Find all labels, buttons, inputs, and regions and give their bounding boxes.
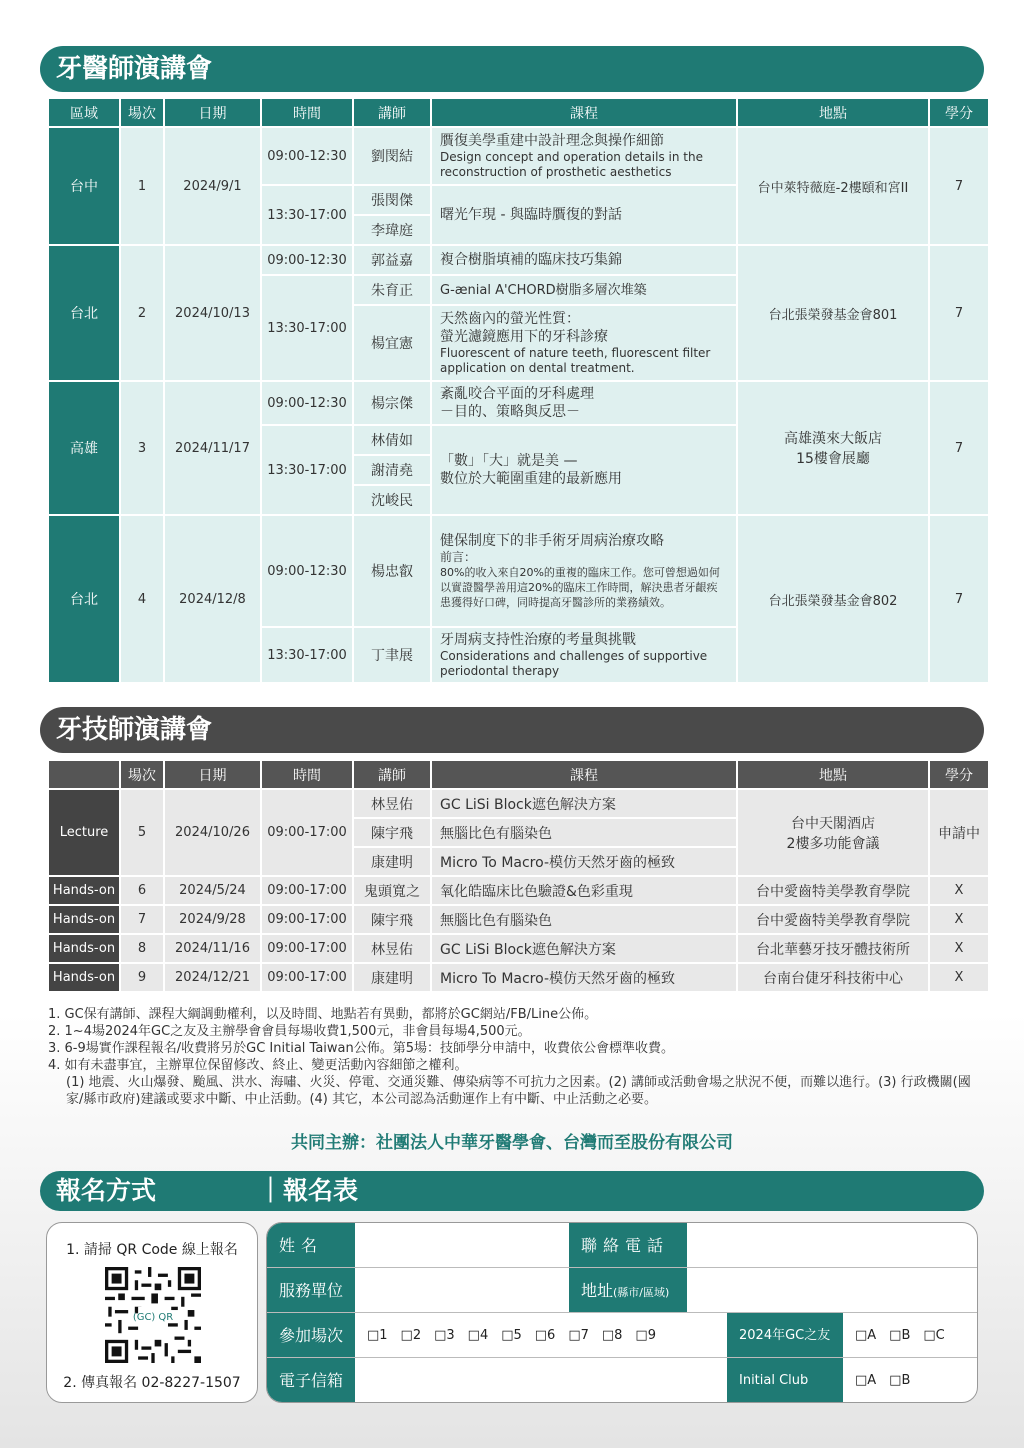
- credit: X: [930, 906, 988, 933]
- course-title: 曙光乍現 - 與臨時贋復的對話: [440, 207, 622, 223]
- course: Micro To Macro-模仿天然牙齒的極致: [432, 964, 736, 991]
- table-row: [49, 246, 988, 274]
- course: [432, 516, 736, 626]
- header-date: 日期: [165, 99, 260, 126]
- course: Micro To Macro-模仿天然牙齒的極致: [432, 848, 736, 875]
- header-date: 日期: [165, 761, 260, 788]
- venue: 台南台倢牙科技術中心: [738, 964, 928, 991]
- dentist-section-banner: [40, 46, 984, 92]
- unit-label: 服務單位: [267, 1268, 355, 1312]
- course: 氧化皓臨床比色驗證&色彩重現: [432, 877, 736, 904]
- address-field[interactable]: [689, 1268, 978, 1312]
- speaker: 林倩如: [354, 426, 430, 454]
- note-4-detail: (1) 地震、火山爆發、颱風、洪水、海嘯、火災、停電、交通災難、傳染病等不可抗力之因素。(2) 講師或活動會場之狀況不便，而難以進行。(3) 行政機關(國家/縣市政府)建議或要求中斷、中止活動。(4) 其它，本公司認為活動運作上有中斷、中止活動之必要。: [66, 1075, 971, 1107]
- speaker: 楊宗傑: [354, 382, 430, 424]
- speaker: 康建明: [354, 964, 430, 991]
- initial-club-checkboxes[interactable]: □A □B: [855, 1373, 911, 1388]
- course: GC LiSi Block遮色解決方案: [432, 790, 736, 817]
- session-date: 2024/10/26: [165, 790, 260, 875]
- header-type: [49, 761, 119, 788]
- course-title: 贋復美學重建中設計理念與操作細節: [440, 133, 664, 149]
- session-time: 13:30-17:00: [262, 186, 352, 244]
- co-host-line: 共同主辦：社團法人中華牙醫學會、台灣而至股份有限公司: [291, 1133, 733, 1153]
- course-title: 複合樹脂填補的臨床技巧集錦: [440, 252, 622, 268]
- session-time: 09:00-17:00: [262, 935, 352, 962]
- session-time: 09:00-17:00: [262, 790, 352, 875]
- speaker: 林昱佑: [354, 935, 430, 962]
- venue-line: 2樓多功能會議: [786, 835, 880, 852]
- note-2: 2. 1~4場2024年GC之友及主辦學會會員每場收費1,500元，非會員每場4,500元。: [48, 1024, 531, 1039]
- session-date: 2024/5/24: [165, 877, 260, 904]
- region-cell: 高雄: [49, 382, 119, 514]
- qr-code-icon[interactable]: [105, 1267, 201, 1363]
- session-time: 13:30-17:00: [262, 426, 352, 514]
- address-label-text: 地址: [581, 1281, 614, 1300]
- header-region: 區域: [49, 99, 119, 126]
- course: 無腦比色有腦染色: [432, 819, 736, 846]
- session-no: 9: [121, 964, 163, 991]
- session-date: 2024/9/1: [165, 128, 260, 244]
- region-cell: 台北: [49, 516, 119, 682]
- dentist-schedule-table: [47, 97, 990, 684]
- speaker: 丁聿展: [354, 628, 430, 682]
- session-time: 09:00-17:00: [262, 877, 352, 904]
- course-english: Design concept and operation details in the reconstruction of prosthetic aesthetics: [440, 150, 703, 179]
- table-row: [49, 964, 988, 991]
- fax-registration: 2. 傳真報名 02-8227-1507: [63, 1375, 241, 1391]
- credit: X: [930, 877, 988, 904]
- venue: 台北張榮發基金會801: [738, 246, 928, 380]
- credit: 7: [930, 382, 988, 514]
- venue: 台中萊特薇庭-2樓頤和宮II: [738, 128, 928, 244]
- course: 無腦比色有腦染色: [432, 906, 736, 933]
- session-time: 09:00-12:30: [262, 516, 352, 626]
- email-field[interactable]: [357, 1358, 727, 1403]
- session-time: 13:30-17:00: [262, 276, 352, 380]
- session-checkboxes[interactable]: □1 □2 □3 □4 □5 □6 □7 □8 □9: [367, 1328, 656, 1343]
- header-no: 場次: [121, 761, 163, 788]
- course: [432, 276, 736, 304]
- name-label: 姓名: [267, 1223, 355, 1267]
- course-english: Considerations and challenges of supportive periodontal therapy: [440, 649, 708, 678]
- email-label: 電子信箱: [267, 1358, 355, 1403]
- course-title: 健保制度下的非手術牙周病治療攻略: [440, 533, 664, 549]
- venue-line: 15樓會展廳: [796, 451, 870, 467]
- course-title: 紊亂咬合平面的牙科處理: [440, 386, 594, 402]
- credit: 申請中: [930, 790, 988, 875]
- credit: X: [930, 964, 988, 991]
- venue: [738, 382, 928, 514]
- course: [432, 382, 736, 424]
- form-row-unit: [267, 1268, 977, 1313]
- phone-label: 聯絡電話: [569, 1223, 687, 1267]
- phone-field[interactable]: [689, 1223, 978, 1267]
- session-no: 8: [121, 935, 163, 962]
- header-credit: 學分: [930, 99, 988, 126]
- speaker: 李瑋庭: [354, 216, 430, 244]
- form-row-name: [267, 1223, 977, 1268]
- header-speaker: 講師: [354, 99, 430, 126]
- session-time: 13:30-17:00: [262, 628, 352, 682]
- qr-logo: (GC) QR: [132, 1311, 174, 1323]
- course-title: 螢光濾鏡應用下的牙科診療: [440, 329, 608, 345]
- qr-instruction: 1. 請掃 QR Code 線上報名: [66, 1242, 238, 1258]
- speaker: 張閔傑: [354, 186, 430, 214]
- course: [432, 128, 736, 184]
- table-row: [49, 906, 988, 933]
- table-row: [49, 128, 988, 184]
- registration-banner: [40, 1171, 984, 1211]
- course-title: －目的、策略與反思－: [440, 404, 580, 420]
- course-title: 牙周病支持性治療的考量與挑戰: [440, 632, 636, 648]
- type-cell: Hands-on: [49, 964, 119, 991]
- venue: 台北華藝牙技牙體技術所: [738, 935, 928, 962]
- course: GC LiSi Block遮色解決方案: [432, 935, 736, 962]
- header-speaker: 講師: [354, 761, 430, 788]
- course-title: 數位於大範圍重建的最新應用: [440, 471, 622, 487]
- credit: X: [930, 935, 988, 962]
- sessions-label: 參加場次: [267, 1313, 355, 1357]
- speaker: 謝清堯: [354, 456, 430, 484]
- technician-section-title: 牙技師演講會: [56, 715, 213, 745]
- credit: 7: [930, 516, 988, 682]
- session-no: 5: [121, 790, 163, 875]
- session-no: 6: [121, 877, 163, 904]
- registration-method-title: 報名方式: [56, 1176, 157, 1205]
- table-row: [49, 790, 988, 817]
- course: [432, 628, 736, 682]
- venue: 台中愛齒特美學教育學院: [738, 877, 928, 904]
- speaker: 鬼頭寬之: [354, 877, 430, 904]
- unit-field[interactable]: [357, 1268, 569, 1312]
- note-1: 1. GC保有講師、課程大綱調動權利，以及時間、地點若有異動，都將於GC網站/FB/Line公佈。: [48, 1007, 598, 1022]
- course-title: 「數」「大」就是美 —: [440, 453, 578, 469]
- table-row: [49, 935, 988, 962]
- region-cell: 台中: [49, 128, 119, 244]
- speaker: 沈峻民: [354, 486, 430, 514]
- venue-line: 高雄漢來大飯店: [784, 431, 882, 447]
- technician-section-banner: [40, 707, 984, 753]
- registration-form-title: ｜報名表: [258, 1176, 359, 1205]
- venue-line: 台中天閣酒店: [791, 815, 875, 832]
- note-3: 3. 6-9場實作課程報名/收費將另於GC Initial Taiwan公佈。第5場：技師學分申請中，收費依公會標準收費。: [48, 1041, 675, 1056]
- table-header-row: [49, 761, 988, 788]
- course: [432, 246, 736, 274]
- table-header-row: [49, 99, 988, 126]
- header-course: 課程: [432, 99, 736, 126]
- course-english: Fluorescent of nature teeth, fluorescent filter application on dental treatment.: [440, 346, 711, 375]
- session-date: 2024/11/17: [165, 382, 260, 514]
- type-cell: Lecture: [49, 790, 119, 875]
- header-venue: 地點: [738, 99, 928, 126]
- session-date: 2024/11/16: [165, 935, 260, 962]
- speaker: 康建明: [354, 848, 430, 875]
- header-credit: 學分: [930, 761, 988, 788]
- speaker: 劉閔結: [354, 128, 430, 184]
- technician-schedule-table: [47, 759, 990, 993]
- header-time: 時間: [262, 99, 352, 126]
- header-no: 場次: [121, 99, 163, 126]
- session-time: 09:00-12:30: [262, 128, 352, 184]
- header-venue: 地點: [738, 761, 928, 788]
- form-row-sessions: [267, 1313, 977, 1358]
- gc-friend-label: 2024年GC之友: [727, 1313, 843, 1357]
- session-no: 4: [121, 516, 163, 682]
- table-row: [49, 877, 988, 904]
- course-title: G-ænial A'CHORD樹脂多層次堆築: [440, 282, 647, 298]
- speaker: 陳宇飛: [354, 906, 430, 933]
- session-no: 7: [121, 906, 163, 933]
- session-no: 3: [121, 382, 163, 514]
- speaker: 朱育正: [354, 276, 430, 304]
- type-cell: Hands-on: [49, 935, 119, 962]
- gc-friend-checkboxes[interactable]: □A □B □C: [855, 1328, 945, 1343]
- table-row: [49, 382, 988, 424]
- name-field[interactable]: [357, 1223, 569, 1267]
- type-cell: Hands-on: [49, 906, 119, 933]
- course: [432, 306, 736, 380]
- dentist-section-title: 牙醫師演講會: [56, 54, 213, 84]
- speaker: 楊宜憲: [354, 306, 430, 380]
- course-description: 80%的收入來自20%的重複的臨床工作。您可曾想過如何以實證醫學善用這20%的臨床工作時間，解決患者牙齦疾患獲得好口碑，同時提高牙醫診所的業務績效。: [440, 566, 720, 609]
- registration-form: [266, 1222, 978, 1403]
- course: [432, 426, 736, 514]
- address-label: [569, 1268, 687, 1312]
- venue: 台北張榮發基金會802: [738, 516, 928, 682]
- table-row: [49, 516, 988, 626]
- initial-club-label: Initial Club: [727, 1358, 843, 1403]
- course: [432, 186, 736, 244]
- speaker: 林昱佑: [354, 790, 430, 817]
- course-title: 天然齒內的螢光性質：: [440, 311, 580, 327]
- notes: [48, 1006, 978, 1108]
- credit: 7: [930, 128, 988, 244]
- header-course: 課程: [432, 761, 736, 788]
- session-date: 2024/10/13: [165, 246, 260, 380]
- session-time: 09:00-12:30: [262, 382, 352, 424]
- course-preface: 前言：: [440, 550, 477, 564]
- session-date: 2024/12/8: [165, 516, 260, 682]
- speaker: 郭益嘉: [354, 246, 430, 274]
- note-4: 4. 如有未盡事宜，主辦單位保留修改、終止、變更活動內容細節之權利。: [48, 1058, 468, 1073]
- region-cell: 台北: [49, 246, 119, 380]
- registration-method-box: [46, 1222, 258, 1403]
- header-time: 時間: [262, 761, 352, 788]
- session-time: 09:00-12:30: [262, 246, 352, 274]
- form-row-email: [267, 1358, 977, 1403]
- venue: [738, 790, 928, 875]
- speaker: 陳宇飛: [354, 819, 430, 846]
- type-cell: Hands-on: [49, 877, 119, 904]
- session-time: 09:00-17:00: [262, 964, 352, 991]
- venue: 台中愛齒特美學教育學院: [738, 906, 928, 933]
- session-time: 09:00-17:00: [262, 906, 352, 933]
- session-no: 1: [121, 128, 163, 244]
- session-date: 2024/9/28: [165, 906, 260, 933]
- speaker: 楊忠叡: [354, 516, 430, 626]
- session-date: 2024/12/21: [165, 964, 260, 991]
- session-no: 2: [121, 246, 163, 380]
- credit: 7: [930, 246, 988, 380]
- address-note: (縣市/區域): [613, 1286, 670, 1299]
